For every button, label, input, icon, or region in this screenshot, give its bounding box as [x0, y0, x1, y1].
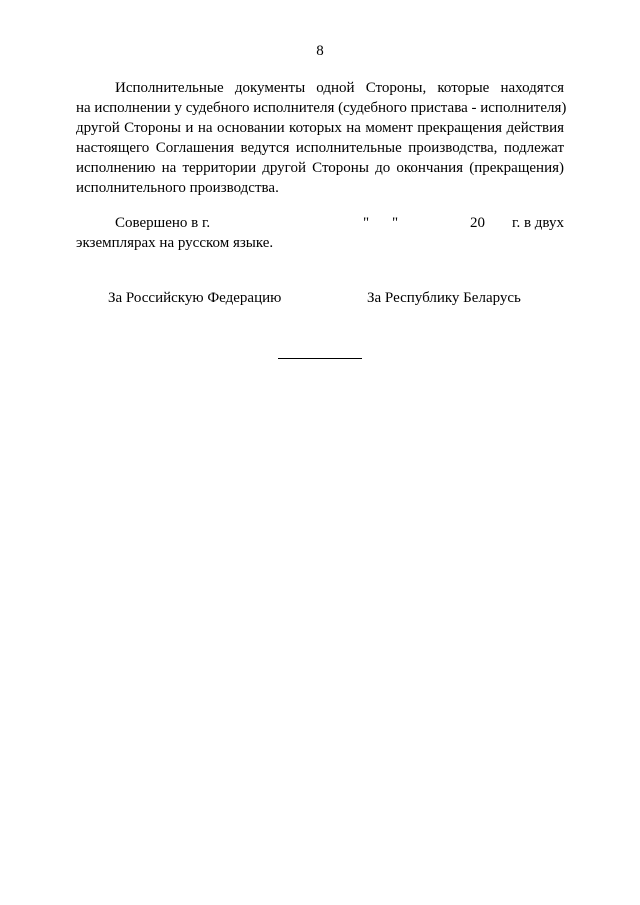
done-suffix: г. в двух [512, 215, 564, 231]
date-quote-open: " [363, 215, 370, 231]
done-clause-line-2: экземплярах на русском языке. [76, 235, 274, 251]
page-number: 8 [316, 43, 324, 59]
done-label: Совершено в г. [115, 215, 211, 231]
paragraph-line-3: другой Стороны и на основании которых на момент прекращения действия [76, 120, 564, 136]
paragraph-execution-documents [76, 78, 567, 198]
signature-republic-belarus: За Республику Беларусь [367, 290, 521, 306]
paragraph-line-4: настоящего Соглашения ведутся исполнительные производства, подлежат [76, 140, 564, 156]
paragraph-line-5: исполнению на территории другой Стороны до окончания (прекращения) [76, 160, 564, 176]
paragraph-line-1: Исполнительные документы одной Стороны, которые находятся [115, 80, 564, 96]
year-prefix: 20 [470, 215, 485, 231]
end-divider [278, 358, 362, 359]
signature-russian-federation: За Российскую Федерацию [108, 290, 282, 306]
done-clause-line-1 [76, 213, 564, 233]
paragraph-line-6: исполнительного производства. [76, 180, 279, 196]
paragraph-line-2: на исполнении у судебного исполнителя (судебного пристава - исполнителя) [76, 100, 567, 116]
date-quote-close: " [392, 215, 399, 231]
